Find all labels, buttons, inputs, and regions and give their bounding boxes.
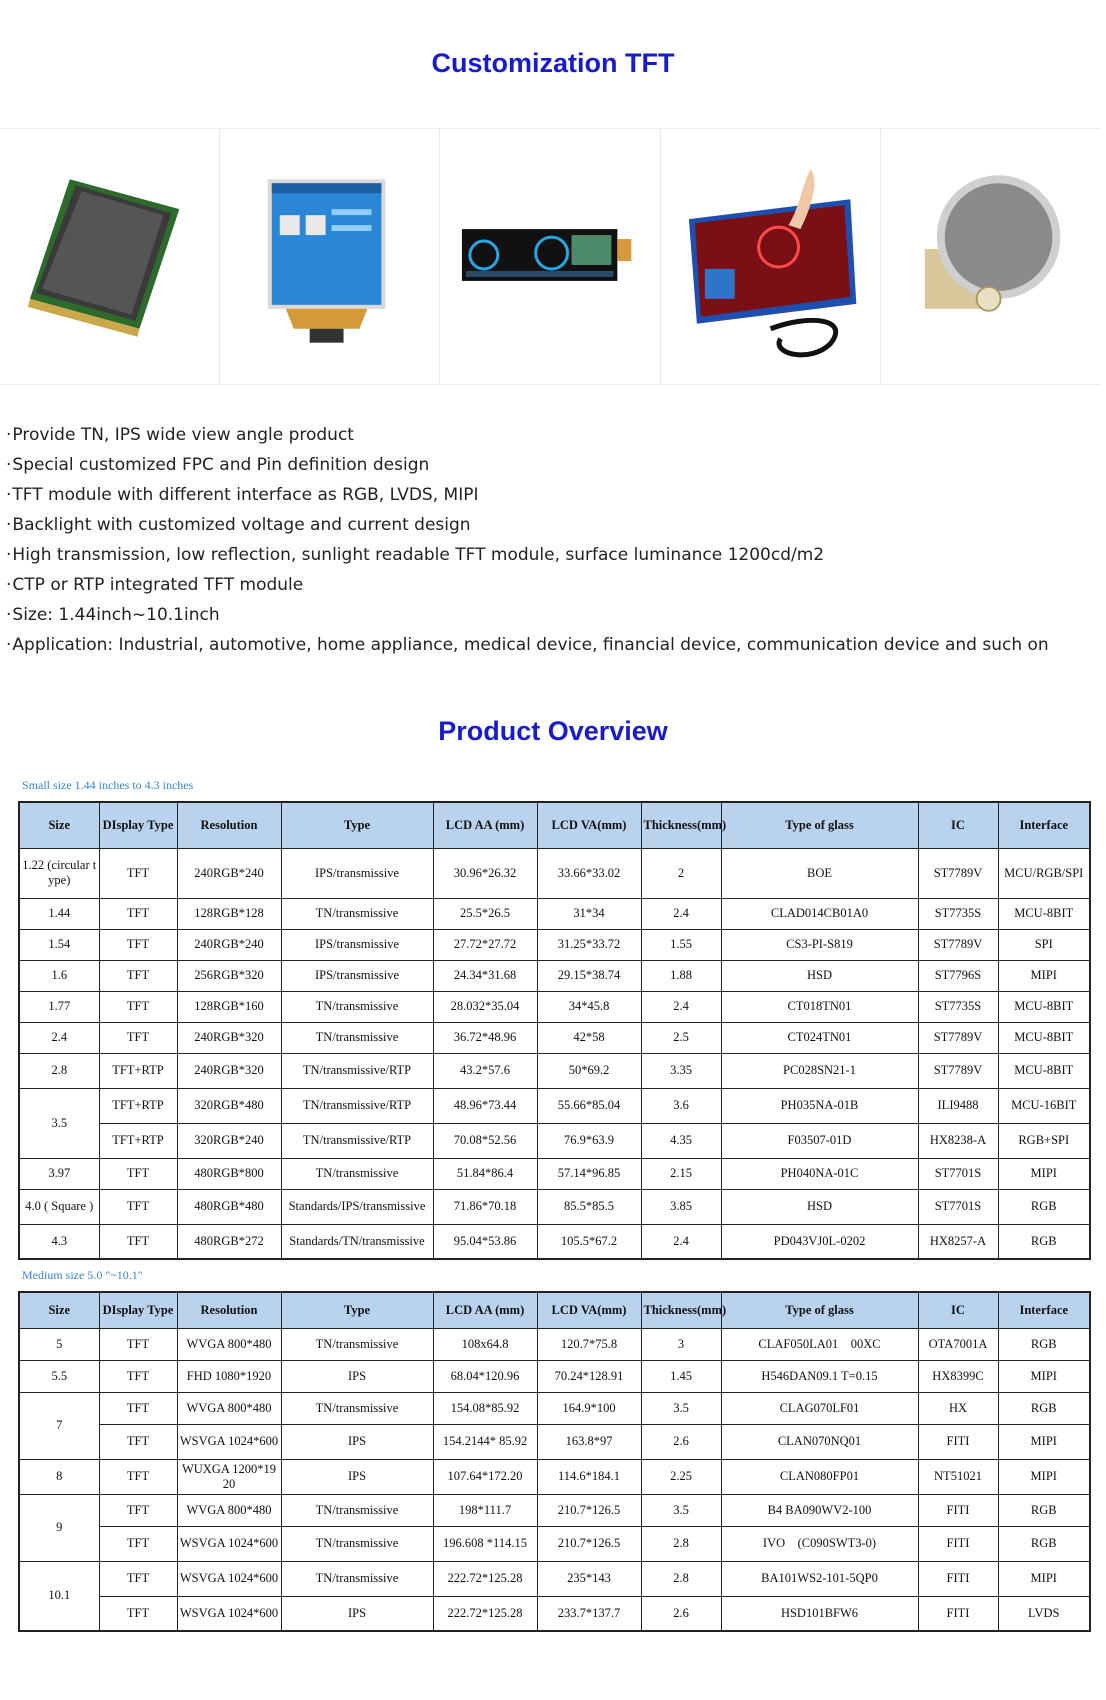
cell: HX8238-A [918,1123,998,1158]
cell: BOE [721,848,918,898]
cell: NT51021 [918,1459,998,1494]
cell: TFT [99,848,177,898]
cell: TFT [99,991,177,1022]
col-type: Type [281,802,433,848]
cell: 320RGB*240 [177,1123,281,1158]
cell: MIPI [998,1158,1090,1189]
cell: TN/transmissive [281,1158,433,1189]
cell: TN/transmissive [281,1526,433,1561]
cell: MCU-8BIT [998,991,1090,1022]
cell: FITI [918,1526,998,1561]
cell: 196.608 *114.15 [433,1526,537,1561]
cell: CLAD014CB01A0 [721,898,918,929]
cell: 70.08*52.56 [433,1123,537,1158]
cell: CT024TN01 [721,1022,918,1053]
cell: WUXGA 1200*1920 [177,1459,281,1494]
cell: HSD101BFW6 [721,1596,918,1631]
cell: TFT+RTP [99,1123,177,1158]
cell: WSVGA 1024*600 [177,1526,281,1561]
medium-size-label: Medium size 5.0 "~10.1" [22,1268,143,1282]
col-thickness: Thickness(mm) [641,1292,721,1328]
col-ic: IC [918,802,998,848]
cell: 3 [641,1328,721,1360]
cell: WVGA 800*480 [177,1392,281,1424]
feature-item: · Backlight with customized voltage and current design [6,510,1049,540]
col-resolution: Resolution [177,1292,281,1328]
cell: Standards/TN/transmissive [281,1224,433,1259]
cell: 1.6 [19,960,99,991]
cell: WVGA 800*480 [177,1494,281,1526]
cell: 25.5*26.5 [433,898,537,929]
cell: TFT [99,1561,177,1596]
cell: HSD [721,1189,918,1224]
feature-item: · High transmission, low reflection, sunlight readable TFT module, surface luminance 1200cd/m2 [6,540,1049,570]
cell: 70.24*128.91 [537,1360,641,1392]
cell: 68.04*120.96 [433,1360,537,1392]
cell: 164.9*100 [537,1392,641,1424]
col-type: Type [281,1292,433,1328]
cell: RGB [998,1189,1090,1224]
cell: ST7789V [918,929,998,960]
table-row [19,1224,1090,1259]
cell: TN/transmissive [281,991,433,1022]
cell: 154.08*85.92 [433,1392,537,1424]
col-size: Size [19,802,99,848]
cell: 2.4 [19,1022,99,1053]
cell: ST7789V [918,848,998,898]
cell: 57.14*96.85 [537,1158,641,1189]
cell: TFT [99,1224,177,1259]
col-display-type: DIsplay Type [99,1292,177,1328]
feature-item: · Special customized FPC and Pin definition design [6,450,1049,480]
cell: 3.97 [19,1158,99,1189]
cell: 95.04*53.86 [433,1224,537,1259]
cell: 235*143 [537,1561,641,1596]
cell: 3.5 [641,1494,721,1526]
cell: 9 [19,1494,99,1561]
cell: MIPI [998,1360,1090,1392]
table-row [19,1494,1090,1526]
table-row [19,848,1090,898]
cell: 128RGB*128 [177,898,281,929]
cell: 120.7*75.8 [537,1328,641,1360]
cell: PH035NA-01B [721,1088,918,1123]
cell: TFT [99,1158,177,1189]
cell: FITI [918,1494,998,1526]
col-ic: IC [918,1292,998,1328]
cell: 30.96*26.32 [433,848,537,898]
cell: 71.86*70.18 [433,1189,537,1224]
col-interface: Interface [998,1292,1090,1328]
cell: WSVGA 1024*600 [177,1424,281,1459]
cell: 31.25*33.72 [537,929,641,960]
small-size-label: Small size 1.44 inches to 4.3 inches [22,778,194,792]
cell: ST7789V [918,1053,998,1088]
cell: 4.3 [19,1224,99,1259]
cell: 34*45.8 [537,991,641,1022]
cell: 3.5 [641,1392,721,1424]
cell: 480RGB*800 [177,1158,281,1189]
cell: 240RGB*240 [177,929,281,960]
cell: MIPI [998,960,1090,991]
col-lcd-aa: LCD AA (mm) [433,802,537,848]
table-header-row [19,802,1090,848]
cell: MIPI [998,1561,1090,1596]
cell: ST7735S [918,898,998,929]
cell: RGB [998,1328,1090,1360]
feature-item: · Application: Industrial, automotive, home appliance, medical device, financial device, communication device and such on [6,630,1049,660]
cell: TFT [99,1494,177,1526]
table-row [19,1561,1090,1596]
cell: 33.66*33.02 [537,848,641,898]
cell: 2.25 [641,1459,721,1494]
cell: 2.15 [641,1158,721,1189]
cell: 2 [641,848,721,898]
col-lcd-va: LCD VA(mm) [537,1292,641,1328]
table-row [19,1392,1090,1424]
cell: 2.8 [19,1053,99,1088]
cell: HX8257-A [918,1224,998,1259]
cell: 42*58 [537,1022,641,1053]
cell: TN/transmissive [281,1022,433,1053]
cell: TFT [99,1189,177,1224]
cell: 240RGB*240 [177,848,281,898]
cell: TFT [99,1424,177,1459]
cell: Standards/IPS/transmissive [281,1189,433,1224]
table-row [19,1189,1090,1224]
customization-title: Customization TFT [431,48,675,78]
cell: TFT+RTP [99,1088,177,1123]
medium-size-table [18,1291,1091,1632]
cell: 1.44 [19,898,99,929]
cell: 105.5*67.2 [537,1224,641,1259]
cell: 198*111.7 [433,1494,537,1526]
cell: 1.77 [19,991,99,1022]
cell: 240RGB*320 [177,1022,281,1053]
cell: 128RGB*160 [177,991,281,1022]
cell: CLAN080FP01 [721,1459,918,1494]
cell: IVO (C090SWT3-0) [721,1526,918,1561]
cell: 2.4 [641,898,721,929]
table-row [19,1360,1090,1392]
cell: IPS [281,1360,433,1392]
cell: RGB [998,1526,1090,1561]
cell: CLAN070NQ01 [721,1424,918,1459]
feature-item: · CTP or RTP integrated TFT module [6,570,1049,600]
cell: 2.4 [641,1224,721,1259]
col-lcd-va: LCD VA(mm) [537,802,641,848]
cell: 10.1 [19,1561,99,1631]
cell: ILI9488 [918,1088,998,1123]
table-header-row [19,1292,1090,1328]
cell: TN/transmissive [281,1392,433,1424]
cell: 48.96*73.44 [433,1088,537,1123]
cell: 50*69.2 [537,1053,641,1088]
cell: MCU-8BIT [998,1022,1090,1053]
table-row [19,1596,1090,1631]
cell: IPS/transmissive [281,848,433,898]
cell: IPS [281,1596,433,1631]
cell: ST7789V [918,1022,998,1053]
col-glass: Type of glass [721,802,918,848]
cell: FITI [918,1424,998,1459]
table-row [19,929,1090,960]
cell: 5 [19,1328,99,1360]
cell: RGB [998,1224,1090,1259]
table-row [19,960,1090,991]
cell: 24.34*31.68 [433,960,537,991]
cell: FHD 1080*1920 [177,1360,281,1392]
tft-module-photo-2 [220,129,440,384]
table-row [19,898,1090,929]
cell: 76.9*63.9 [537,1123,641,1158]
cell: 2.4 [641,991,721,1022]
tft-module-photo-1 [0,129,220,384]
cell: WSVGA 1024*600 [177,1596,281,1631]
cell: 107.64*172.20 [433,1459,537,1494]
cell: TFT [99,1022,177,1053]
cell: 55.66*85.04 [537,1088,641,1123]
cell: ST7701S [918,1189,998,1224]
cell: TN/transmissive [281,898,433,929]
cell: SPI [998,929,1090,960]
cell: 1.88 [641,960,721,991]
cell: 210.7*126.5 [537,1494,641,1526]
cell: 1.45 [641,1360,721,1392]
cell: HSD [721,960,918,991]
cell: TFT [99,898,177,929]
cell: WSVGA 1024*600 [177,1561,281,1596]
small-size-table [18,801,1091,1260]
cell: 114.6*184.1 [537,1459,641,1494]
product-gallery [0,128,1100,385]
cell: CT018TN01 [721,991,918,1022]
cell: FITI [918,1561,998,1596]
col-interface: Interface [998,802,1090,848]
cell: 85.5*85.5 [537,1189,641,1224]
cell: WVGA 800*480 [177,1328,281,1360]
cell: BA101WS2-101-5QP0 [721,1561,918,1596]
cell: 2.6 [641,1596,721,1631]
cell: TFT [99,1526,177,1561]
cell: TN/transmissive [281,1561,433,1596]
cell: 3.35 [641,1053,721,1088]
cell: 1.54 [19,929,99,960]
cell: MCU-8BIT [998,898,1090,929]
table-row [19,1123,1090,1158]
table-row [19,1053,1090,1088]
cell: MIPI [998,1459,1090,1494]
cell: PD043VJ0L-0202 [721,1224,918,1259]
cell: 1.55 [641,929,721,960]
cell: 3.85 [641,1189,721,1224]
cell: MCU-8BIT [998,1053,1090,1088]
cell: HX [918,1392,998,1424]
cell: OTA7001A [918,1328,998,1360]
cell: TFT [99,960,177,991]
tft-module-photo-3 [440,129,660,384]
cell: 5.5 [19,1360,99,1392]
feature-item: · Provide TN, IPS wide view angle product [6,420,1049,450]
cell: TFT [99,929,177,960]
cell: 233.7*137.7 [537,1596,641,1631]
table-row [19,991,1090,1022]
cell: 320RGB*480 [177,1088,281,1123]
feature-item: · Size: 1.44inch~10.1inch [6,600,1049,630]
cell: IPS [281,1459,433,1494]
cell: 51.84*86.4 [433,1158,537,1189]
table-row [19,1158,1090,1189]
cell: 2.8 [641,1561,721,1596]
cell: TFT [99,1459,177,1494]
cell: TFT+RTP [99,1053,177,1088]
cell: 4.35 [641,1123,721,1158]
cell: 7 [19,1392,99,1459]
cell: HX8399C [918,1360,998,1392]
col-resolution: Resolution [177,802,281,848]
cell: F03507-01D [721,1123,918,1158]
cell: IPS/transmissive [281,960,433,991]
cell: CLAF050LA01 00XC [721,1328,918,1360]
cell: 36.72*48.96 [433,1022,537,1053]
cell: 27.72*27.72 [433,929,537,960]
feature-list [6,420,1049,660]
cell: 222.72*125.28 [433,1561,537,1596]
cell: 154.2144* 85.92 [433,1424,537,1459]
feature-item: · TFT module with different interface as RGB, LVDS, MIPI [6,480,1049,510]
cell: FITI [918,1596,998,1631]
cell: TN/transmissive/RTP [281,1123,433,1158]
cell: 4.0 ( Square ) [19,1189,99,1224]
tft-module-photo-5 [881,129,1100,384]
cell: TN/transmissive [281,1328,433,1360]
table-row [19,1022,1090,1053]
table-row [19,1459,1090,1494]
cell: 222.72*125.28 [433,1596,537,1631]
cell: RGB [998,1494,1090,1526]
table-row [19,1328,1090,1360]
cell: MCU/RGB/SPI [998,848,1090,898]
cell: TFT [99,1392,177,1424]
cell: ST7735S [918,991,998,1022]
cell: 240RGB*320 [177,1053,281,1088]
cell: RGB [998,1392,1090,1424]
table-row [19,1424,1090,1459]
cell: IPS/transmissive [281,929,433,960]
cell: ST7701S [918,1158,998,1189]
overview-title: Product Overview [438,716,668,746]
cell: 8 [19,1459,99,1494]
cell: MCU-16BIT [998,1088,1090,1123]
cell: TN/transmissive/RTP [281,1053,433,1088]
table-row [19,1526,1090,1561]
cell: CLAG070LF01 [721,1392,918,1424]
cell: 480RGB*272 [177,1224,281,1259]
cell: RGB+SPI [998,1123,1090,1158]
cell: 256RGB*320 [177,960,281,991]
cell: TN/transmissive/RTP [281,1088,433,1123]
cell: 2.5 [641,1022,721,1053]
cell: TFT [99,1360,177,1392]
cell: TN/transmissive [281,1494,433,1526]
cell: 1.22 (circular type) [19,848,99,898]
cell: TFT [99,1328,177,1360]
cell: CS3-PI-S819 [721,929,918,960]
cell: 3.6 [641,1088,721,1123]
cell: IPS [281,1424,433,1459]
cell: 210.7*126.5 [537,1526,641,1561]
col-glass: Type of glass [721,1292,918,1328]
cell: 43.2*57.6 [433,1053,537,1088]
col-lcd-aa: LCD AA (mm) [433,1292,537,1328]
col-thickness: Thickness(mm) [641,802,721,848]
col-size: Size [19,1292,99,1328]
cell: MIPI [998,1424,1090,1459]
cell: PC028SN21-1 [721,1053,918,1088]
cell: 2.8 [641,1526,721,1561]
cell: 28.032*35.04 [433,991,537,1022]
cell: ST7796S [918,960,998,991]
cell: 108x64.8 [433,1328,537,1360]
cell: 480RGB*480 [177,1189,281,1224]
cell: TFT [99,1596,177,1631]
cell: LVDS [998,1596,1090,1631]
cell: 29.15*38.74 [537,960,641,991]
col-display-type: DIsplay Type [99,802,177,848]
cell: H546DAN09.1 T=0.15 [721,1360,918,1392]
tft-module-photo-4 [661,129,881,384]
cell: 2.6 [641,1424,721,1459]
cell: B4 BA090WV2-100 [721,1494,918,1526]
table-row [19,1088,1090,1123]
cell: 163.8*97 [537,1424,641,1459]
cell: PH040NA-01C [721,1158,918,1189]
cell: 3.5 [19,1088,99,1158]
cell: 31*34 [537,898,641,929]
